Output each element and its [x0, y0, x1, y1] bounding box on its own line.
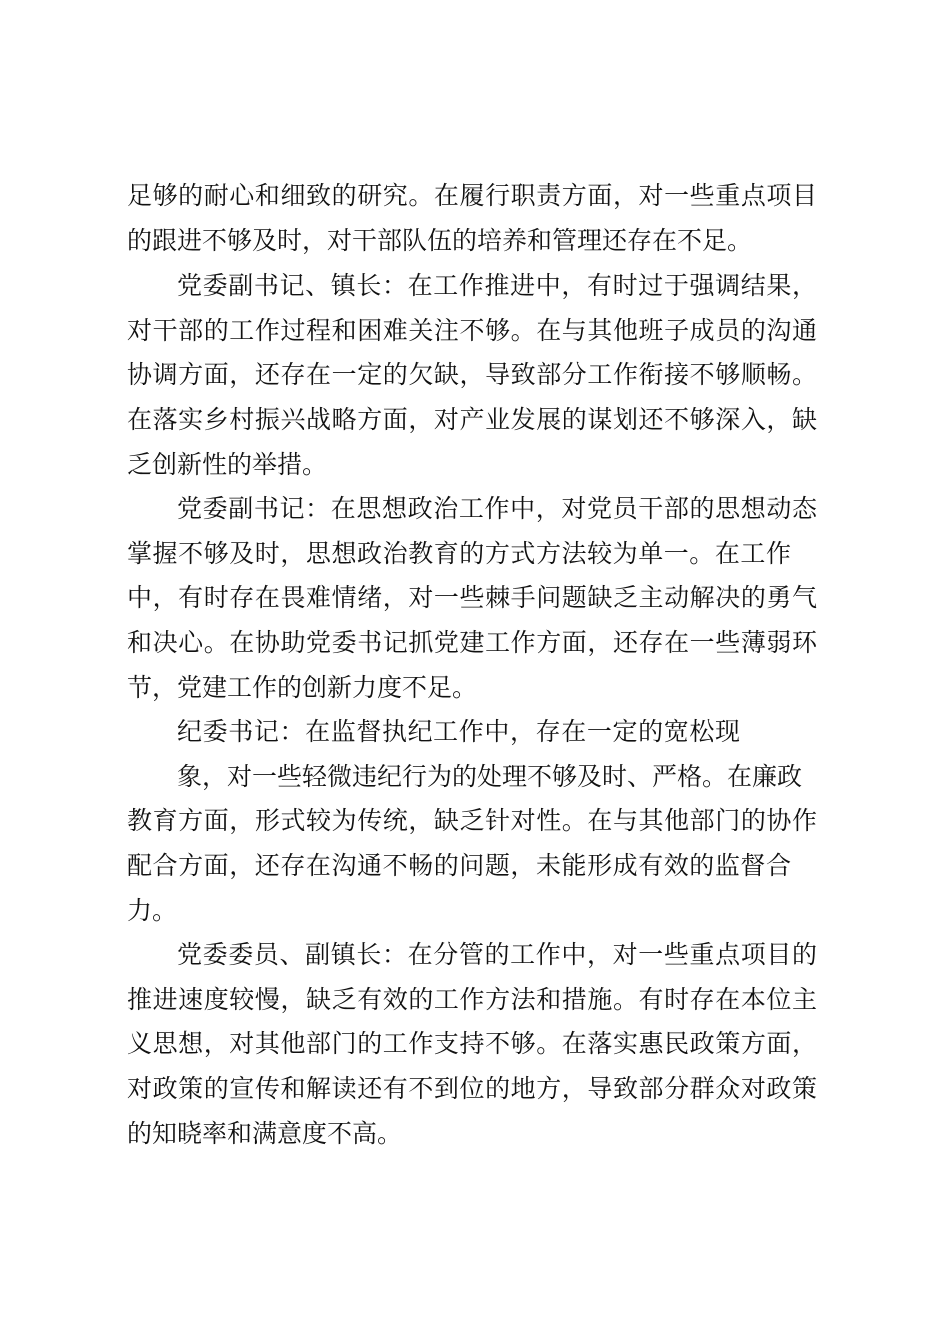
text-line: 对干部的工作过程和困难关注不够。在与其他班子成员的沟通 — [127, 316, 817, 345]
paragraph-start-line: 党委委员、副镇长：在分管的工作中，对一些重点项目的 — [177, 940, 817, 969]
text-line: 义思想，对其他部门的工作支持不够。在落实惠民政策方面， — [127, 1029, 817, 1058]
text-line: 足够的耐心和细致的研究。在履行职责方面，对一些重点项目 — [127, 181, 817, 210]
text-line: 象，对一些轻微违纪行为的处理不够及时、严格。在廉政 — [177, 762, 803, 791]
text-line: 的知晓率和满意度不高。 — [127, 1119, 403, 1148]
text-line: 的跟进不够及时，对干部队伍的培养和管理还存在不足。 — [127, 226, 753, 255]
text-line: 力。 — [127, 896, 178, 925]
paragraph-start-line: 党委副书记：在思想政治工作中，对党员干部的思想动态 — [177, 494, 817, 523]
text-line: 配合方面，还存在沟通不畅的问题，未能形成有效的监督合 — [127, 851, 791, 880]
text-line: 在落实乡村振兴战略方面，对产业发展的谋划还不够深入，缺 — [127, 405, 817, 434]
text-line: 节，党建工作的创新力度不足。 — [127, 673, 478, 702]
text-line: 乏创新性的举措。 — [127, 450, 328, 479]
text-line: 中，有时存在畏难情绪，对一些棘手问题缺乏主动解决的勇气 — [127, 583, 817, 612]
text-line: 推进速度较慢，缺乏有效的工作方法和措施。有时存在本位主 — [127, 985, 817, 1014]
text-line: 和决心。在协助党委书记抓党建工作方面，还存在一些薄弱环 — [127, 628, 817, 657]
paragraph-start-line: 党委副书记、镇长：在工作推进中，有时过于强调结果， — [177, 271, 817, 300]
text-line: 对政策的宣传和解读还有不到位的地方，导致部分群众对政策 — [127, 1074, 817, 1103]
text-line: 协调方面，还存在一定的欠缺，导致部分工作衔接不够顺畅。 — [127, 360, 817, 389]
paragraph-start-line: 纪委书记：在监督执纪工作中，存在一定的宽松现 — [177, 717, 740, 746]
text-line: 教育方面，形式较为传统，缺乏针对性。在与其他部门的协作 — [127, 806, 817, 835]
text-line: 掌握不够及时，思想政治教育的方式方法较为单一。在工作 — [127, 539, 791, 568]
